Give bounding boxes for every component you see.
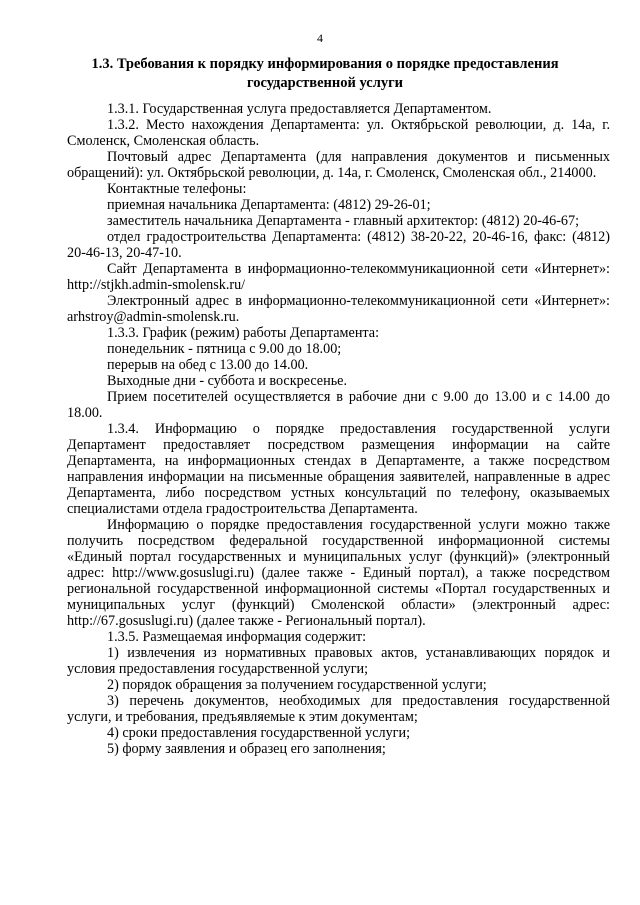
list-item: 3) перечень документов, необходимых для предоставления государственной услуги, и требования, предъявляемые к этим документам;: [67, 693, 610, 725]
paragraph: 1.3.5. Размещаемая информация содержит:: [107, 629, 367, 645]
section-title: 1.3. Требования к порядку информирования о порядке предоставления государственной услуги: [91, 56, 559, 91]
list-item: 1) извлечения из нормативных правовых актов, устанавливающих порядок и условия предоставления государственной услуги;: [67, 645, 610, 677]
paragraph: 1.3.2. Место нахождения Департамента: ул. Октябрьской революции, д. 14а, г. Смоленск, Смоленская область.: [67, 117, 610, 149]
paragraph: приемная начальника Департамента: (4812) 29-26-01;: [107, 197, 431, 213]
paragraph: 1.3.1. Государственная услуга предоставляется Департаментом.: [107, 101, 492, 117]
paragraph: понедельник - пятница с 9.00 до 18.00;: [107, 341, 342, 357]
list-item: 2) порядок обращения за получением государственной услуги;: [107, 677, 487, 693]
paragraph: Электронный адрес в информационно-телекоммуникационной сети «Интернет»: arhstroy@admin-smolensk.ru.: [67, 293, 610, 325]
page-number: 4: [317, 31, 323, 45]
paragraph: перерыв на обед с 13.00 до 14.00.: [107, 357, 309, 373]
paragraph: отдел градостроительства Департамента: (4812) 38-20-22, 20-46-16, факс: (4812) 20-46-13, 20-47-10.: [67, 229, 610, 261]
paragraph: Прием посетителей осуществляется в рабочие дни с 9.00 до 13.00 и с 14.00 до 18.00.: [67, 389, 610, 421]
paragraph: 1.3.4. Информацию о порядке предоставления государственной услуги Департамент предоставляет посредством размещения информации на сайте Департамента, на информационных стендах в Департаменте, а также посредством направления информации на письменные обращения заявителей, направленные в адрес Департамента, либо посредством устных консультаций по телефону, оказываемых специалистами отдела градостроительства Департамента.: [67, 421, 610, 517]
paragraph: 1.3.3. График (режим) работы Департамента:: [107, 325, 380, 341]
paragraph: Информацию о порядке предоставления государственной услуги можно также получить посредством федеральной государственной информационной системы «Единый портал государственных и муниципальных услуг (функций)» (электронный адрес: http://www.gosuslugi.ru) (далее также - Единый портал), а также посредством региональной государственной информационной системы «Портал государственных и муниципальных услуг (функций) Смоленской области» (электронный адрес: http://67.gosuslugi.ru) (далее также - Региональный портал).: [67, 517, 610, 629]
paragraph: Сайт Департамента в информационно-телекоммуникационной сети «Интернет»: http://stjkh.admin-smolensk.ru/: [67, 261, 610, 293]
list-item: 5) форму заявления и образец его заполнения;: [107, 741, 386, 757]
paragraph: Выходные дни - суббота и воскресенье.: [107, 373, 348, 389]
paragraph: заместитель начальника Департамента - главный архитектор: (4812) 20-46-67;: [107, 213, 580, 229]
document-body: [67, 101, 610, 757]
paragraph: Почтовый адрес Департамента (для направления документов и письменных обращений): ул. Октябрьской революции, д. 14а, г. Смоленск, Смоленская обл., 214000.: [67, 149, 610, 181]
paragraph: Контактные телефоны:: [107, 181, 247, 197]
list-item: 4) сроки предоставления государственной услуги;: [107, 725, 411, 741]
